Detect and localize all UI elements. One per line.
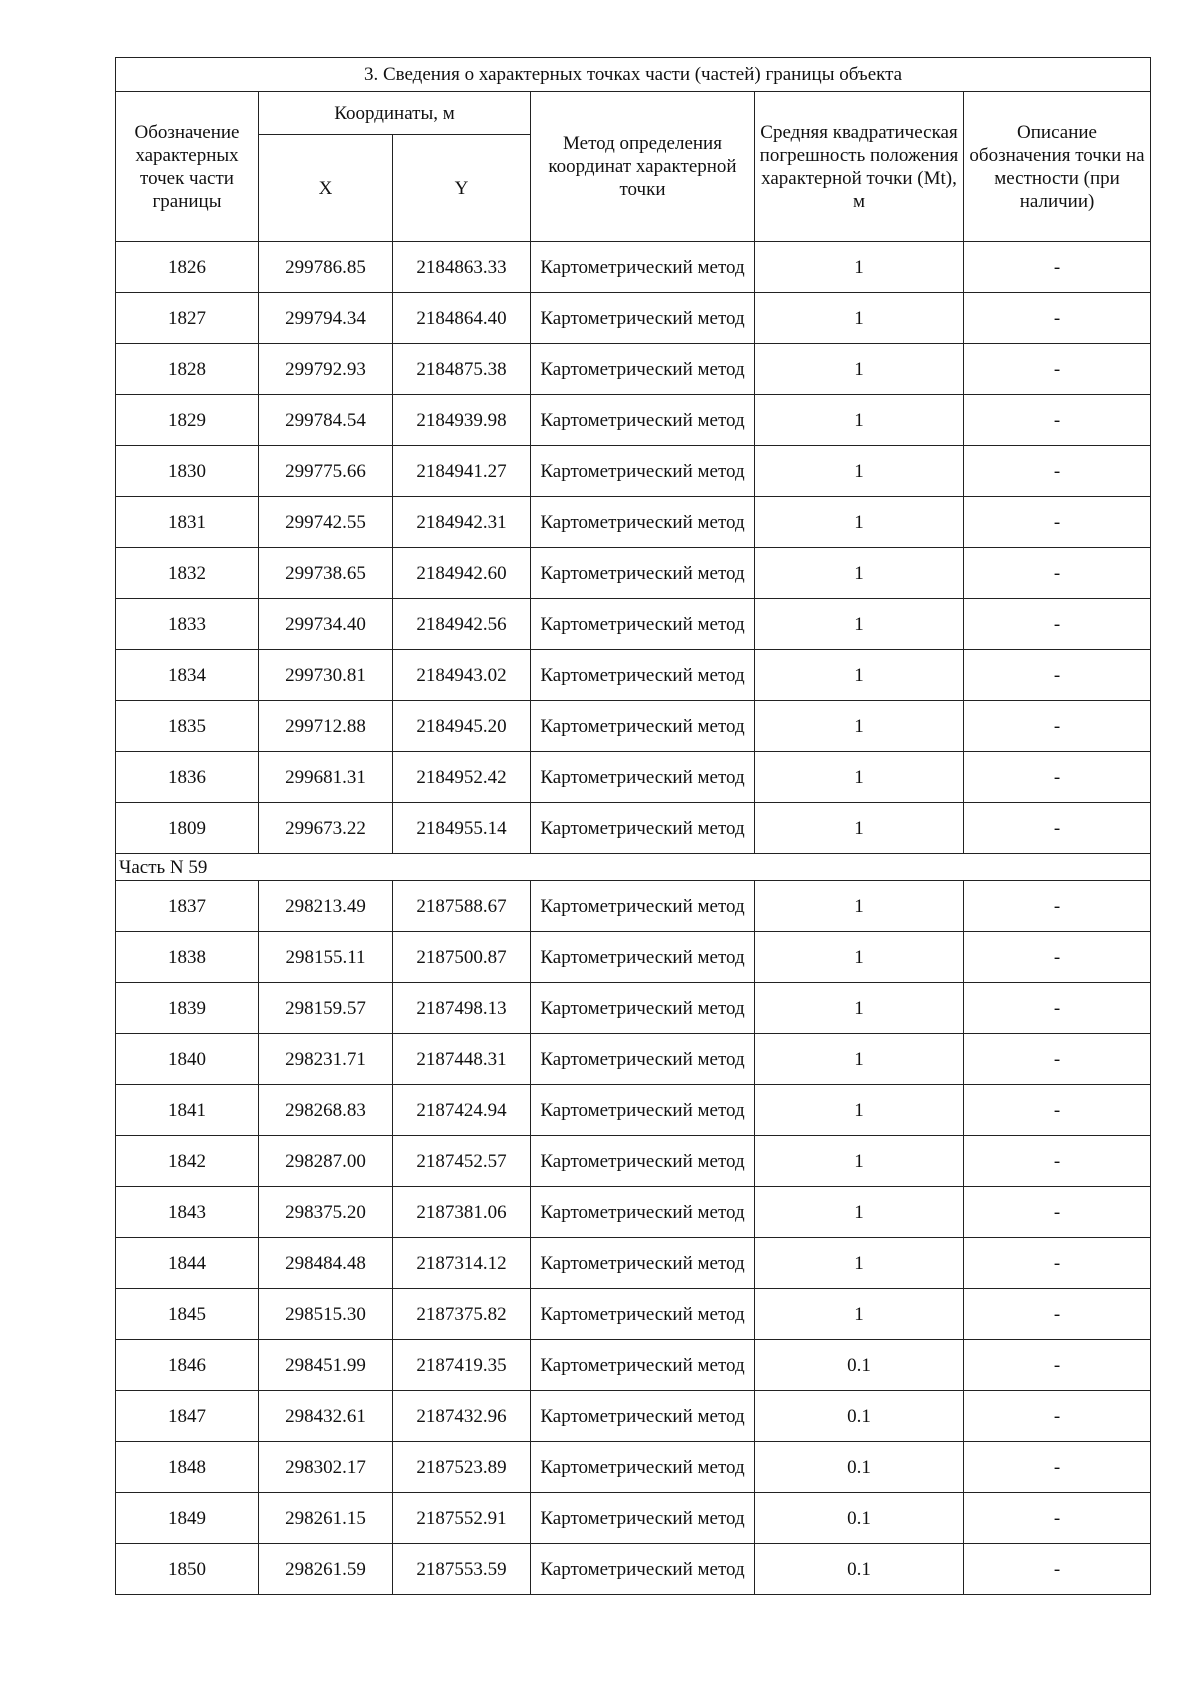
description-cell: -	[964, 1136, 1151, 1187]
x-coordinate-cell: 299775.66	[259, 446, 393, 497]
description-cell: -	[964, 395, 1151, 446]
description-cell: -	[964, 497, 1151, 548]
x-coordinate-cell: 299786.85	[259, 242, 393, 293]
x-coordinate-cell: 298287.00	[259, 1136, 393, 1187]
method-cell: Картометрический метод	[531, 242, 755, 293]
table-row	[116, 650, 1151, 701]
header-accuracy: Средняя квадратическая погрешность положения характерной точки (Mt), м	[755, 92, 964, 242]
x-coordinate-cell: 298268.83	[259, 1085, 393, 1136]
accuracy-cell: 1	[755, 293, 964, 344]
description-cell: -	[964, 1085, 1151, 1136]
header-coordinates: Координаты, м	[259, 92, 531, 135]
table-row	[116, 344, 1151, 395]
method-cell: Картометрический метод	[531, 1340, 755, 1391]
method-cell: Картометрический метод	[531, 983, 755, 1034]
table-row	[116, 1136, 1151, 1187]
x-coordinate-cell: 299792.93	[259, 344, 393, 395]
method-cell: Картометрический метод	[531, 1289, 755, 1340]
x-coordinate-cell: 299784.54	[259, 395, 393, 446]
point-id-cell: 1837	[116, 881, 259, 932]
x-coordinate-cell: 298213.49	[259, 881, 393, 932]
y-coordinate-cell: 2187314.12	[393, 1238, 531, 1289]
x-coordinate-cell: 299738.65	[259, 548, 393, 599]
description-cell: -	[964, 1187, 1151, 1238]
x-coordinate-cell: 298375.20	[259, 1187, 393, 1238]
table-row	[116, 1340, 1151, 1391]
table-row	[116, 881, 1151, 932]
accuracy-cell: 0.1	[755, 1340, 964, 1391]
rows-before-part	[116, 242, 1151, 854]
point-id-cell: 1834	[116, 650, 259, 701]
point-id-cell: 1842	[116, 1136, 259, 1187]
description-cell: -	[964, 1544, 1151, 1595]
table-row	[116, 1391, 1151, 1442]
x-coordinate-cell: 298432.61	[259, 1391, 393, 1442]
point-id-cell: 1836	[116, 752, 259, 803]
table-row	[116, 1289, 1151, 1340]
y-coordinate-cell: 2184939.98	[393, 395, 531, 446]
y-coordinate-cell: 2184941.27	[393, 446, 531, 497]
accuracy-cell: 1	[755, 932, 964, 983]
accuracy-cell: 1	[755, 701, 964, 752]
accuracy-cell: 1	[755, 242, 964, 293]
method-cell: Картометрический метод	[531, 1238, 755, 1289]
point-id-cell: 1826	[116, 242, 259, 293]
y-coordinate-cell: 2187448.31	[393, 1034, 531, 1085]
x-coordinate-cell: 298261.15	[259, 1493, 393, 1544]
table-row	[116, 1034, 1151, 1085]
method-cell: Картометрический метод	[531, 293, 755, 344]
y-coordinate-cell: 2187424.94	[393, 1085, 531, 1136]
y-coordinate-cell: 2187552.91	[393, 1493, 531, 1544]
y-coordinate-cell: 2184943.02	[393, 650, 531, 701]
table-row	[116, 395, 1151, 446]
method-cell: Картометрический метод	[531, 548, 755, 599]
accuracy-cell: 1	[755, 1238, 964, 1289]
table-title: 3. Сведения о характерных точках части (частей) границы объекта	[116, 58, 1151, 92]
method-cell: Картометрический метод	[531, 803, 755, 854]
y-coordinate-cell: 2187553.59	[393, 1544, 531, 1595]
accuracy-cell: 1	[755, 1136, 964, 1187]
point-id-cell: 1846	[116, 1340, 259, 1391]
y-coordinate-cell: 2187452.57	[393, 1136, 531, 1187]
method-cell: Картометрический метод	[531, 599, 755, 650]
rows-after-part	[116, 881, 1151, 1595]
table-row	[116, 1544, 1151, 1595]
point-id-cell: 1835	[116, 701, 259, 752]
accuracy-cell: 1	[755, 344, 964, 395]
y-coordinate-cell: 2184945.20	[393, 701, 531, 752]
header-method: Метод определения координат характерной точки	[531, 92, 755, 242]
table-row	[116, 242, 1151, 293]
x-coordinate-cell: 299712.88	[259, 701, 393, 752]
point-id-cell: 1827	[116, 293, 259, 344]
description-cell: -	[964, 548, 1151, 599]
x-coordinate-cell: 298155.11	[259, 932, 393, 983]
description-cell: -	[964, 242, 1151, 293]
y-coordinate-cell: 2187375.82	[393, 1289, 531, 1340]
method-cell: Картометрический метод	[531, 1442, 755, 1493]
table-row	[116, 803, 1151, 854]
description-cell: -	[964, 650, 1151, 701]
x-coordinate-cell: 298451.99	[259, 1340, 393, 1391]
table-row	[116, 599, 1151, 650]
y-coordinate-cell: 2187381.06	[393, 1187, 531, 1238]
x-coordinate-cell: 298515.30	[259, 1289, 393, 1340]
description-cell: -	[964, 983, 1151, 1034]
method-cell: Картометрический метод	[531, 701, 755, 752]
point-id-cell: 1847	[116, 1391, 259, 1442]
method-cell: Картометрический метод	[531, 1391, 755, 1442]
x-coordinate-cell: 299673.22	[259, 803, 393, 854]
description-cell: -	[964, 1493, 1151, 1544]
table-row	[116, 293, 1151, 344]
method-cell: Картометрический метод	[531, 1493, 755, 1544]
table-row	[116, 983, 1151, 1034]
table-row	[116, 1085, 1151, 1136]
point-id-cell: 1850	[116, 1544, 259, 1595]
x-coordinate-cell: 299794.34	[259, 293, 393, 344]
header-designation: Обозначение характерных точек части границы	[116, 92, 259, 242]
method-cell: Картометрический метод	[531, 344, 755, 395]
point-id-cell: 1828	[116, 344, 259, 395]
point-id-cell: 1830	[116, 446, 259, 497]
y-coordinate-cell: 2184864.40	[393, 293, 531, 344]
point-id-cell: 1848	[116, 1442, 259, 1493]
accuracy-cell: 1	[755, 983, 964, 1034]
description-cell: -	[964, 293, 1151, 344]
accuracy-cell: 1	[755, 752, 964, 803]
y-coordinate-cell: 2184955.14	[393, 803, 531, 854]
description-cell: -	[964, 1442, 1151, 1493]
point-id-cell: 1845	[116, 1289, 259, 1340]
accuracy-cell: 1	[755, 599, 964, 650]
description-cell: -	[964, 803, 1151, 854]
accuracy-cell: 1	[755, 497, 964, 548]
y-coordinate-cell: 2187500.87	[393, 932, 531, 983]
description-cell: -	[964, 701, 1151, 752]
part-label: Часть N 59	[116, 854, 1151, 881]
table-row	[116, 752, 1151, 803]
x-coordinate-cell: 298231.71	[259, 1034, 393, 1085]
characteristic-points-table	[115, 57, 1151, 1595]
y-coordinate-cell: 2187432.96	[393, 1391, 531, 1442]
accuracy-cell: 1	[755, 1289, 964, 1340]
table-row	[116, 548, 1151, 599]
description-cell: -	[964, 1391, 1151, 1442]
accuracy-cell: 1	[755, 803, 964, 854]
method-cell: Картометрический метод	[531, 1136, 755, 1187]
description-cell: -	[964, 1238, 1151, 1289]
method-cell: Картометрический метод	[531, 446, 755, 497]
table-row	[116, 1493, 1151, 1544]
table-row	[116, 497, 1151, 548]
point-id-cell: 1833	[116, 599, 259, 650]
point-id-cell: 1843	[116, 1187, 259, 1238]
method-cell: Картометрический метод	[531, 932, 755, 983]
accuracy-cell: 1	[755, 1034, 964, 1085]
x-coordinate-cell: 299734.40	[259, 599, 393, 650]
y-coordinate-cell: 2184942.60	[393, 548, 531, 599]
method-cell: Картометрический метод	[531, 1544, 755, 1595]
accuracy-cell: 1	[755, 881, 964, 932]
accuracy-cell: 0.1	[755, 1442, 964, 1493]
header-y: Y	[393, 135, 531, 242]
accuracy-cell: 0.1	[755, 1493, 964, 1544]
x-coordinate-cell: 298302.17	[259, 1442, 393, 1493]
accuracy-cell: 0.1	[755, 1544, 964, 1595]
method-cell: Картометрический метод	[531, 1085, 755, 1136]
accuracy-cell: 1	[755, 446, 964, 497]
table-row	[116, 1442, 1151, 1493]
table-row	[116, 701, 1151, 752]
point-id-cell: 1839	[116, 983, 259, 1034]
point-id-cell: 1809	[116, 803, 259, 854]
header-description: Описание обозначения точки на местности (при наличии)	[964, 92, 1151, 242]
x-coordinate-cell: 299730.81	[259, 650, 393, 701]
method-cell: Картометрический метод	[531, 395, 755, 446]
accuracy-cell: 1	[755, 548, 964, 599]
point-id-cell: 1832	[116, 548, 259, 599]
accuracy-cell: 0.1	[755, 1391, 964, 1442]
description-cell: -	[964, 446, 1151, 497]
description-cell: -	[964, 1340, 1151, 1391]
y-coordinate-cell: 2184942.31	[393, 497, 531, 548]
y-coordinate-cell: 2187498.13	[393, 983, 531, 1034]
method-cell: Картометрический метод	[531, 1187, 755, 1238]
description-cell: -	[964, 599, 1151, 650]
y-coordinate-cell: 2187588.67	[393, 881, 531, 932]
x-coordinate-cell: 298159.57	[259, 983, 393, 1034]
y-coordinate-cell: 2187419.35	[393, 1340, 531, 1391]
description-cell: -	[964, 752, 1151, 803]
point-id-cell: 1844	[116, 1238, 259, 1289]
table-row	[116, 932, 1151, 983]
method-cell: Картометрический метод	[531, 1034, 755, 1085]
point-id-cell: 1840	[116, 1034, 259, 1085]
y-coordinate-cell: 2187523.89	[393, 1442, 531, 1493]
description-cell: -	[964, 1034, 1151, 1085]
y-coordinate-cell: 2184875.38	[393, 344, 531, 395]
description-cell: -	[964, 881, 1151, 932]
x-coordinate-cell: 298261.59	[259, 1544, 393, 1595]
y-coordinate-cell: 2184942.56	[393, 599, 531, 650]
accuracy-cell: 1	[755, 1187, 964, 1238]
point-id-cell: 1849	[116, 1493, 259, 1544]
table-row	[116, 1187, 1151, 1238]
accuracy-cell: 1	[755, 650, 964, 701]
x-coordinate-cell: 298484.48	[259, 1238, 393, 1289]
method-cell: Картометрический метод	[531, 497, 755, 548]
method-cell: Картометрический метод	[531, 881, 755, 932]
point-id-cell: 1829	[116, 395, 259, 446]
point-id-cell: 1838	[116, 932, 259, 983]
x-coordinate-cell: 299681.31	[259, 752, 393, 803]
table-row	[116, 1238, 1151, 1289]
accuracy-cell: 1	[755, 1085, 964, 1136]
description-cell: -	[964, 932, 1151, 983]
x-coordinate-cell: 299742.55	[259, 497, 393, 548]
method-cell: Картометрический метод	[531, 650, 755, 701]
point-id-cell: 1831	[116, 497, 259, 548]
description-cell: -	[964, 1289, 1151, 1340]
method-cell: Картометрический метод	[531, 752, 755, 803]
accuracy-cell: 1	[755, 395, 964, 446]
y-coordinate-cell: 2184863.33	[393, 242, 531, 293]
description-cell: -	[964, 344, 1151, 395]
header-x: X	[259, 135, 393, 242]
point-id-cell: 1841	[116, 1085, 259, 1136]
y-coordinate-cell: 2184952.42	[393, 752, 531, 803]
table-row	[116, 446, 1151, 497]
